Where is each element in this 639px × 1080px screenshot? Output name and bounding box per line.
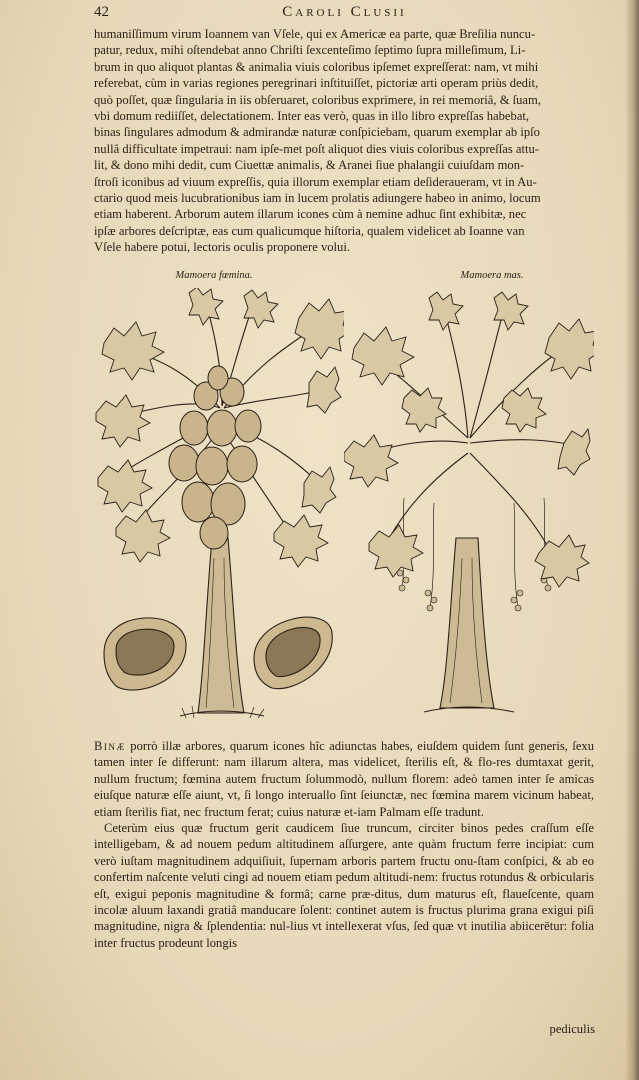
- text-line: ſtroſi iconibus ad viuum expreſſis, quia illorum exemplar etiam deſideraueram, vt in Au-: [94, 174, 537, 189]
- text-line: ipſæ arbores deſcriptæ, eas cum qualicumque hiſtoria, qualem videlicet ab Ioanne van: [94, 223, 525, 238]
- text-line: Vſele habere potui, lectoris oculis proponere volui.: [94, 240, 350, 255]
- intro-paragraph: [94, 26, 594, 256]
- caption-female-papaya: Mamoera fœmina.: [175, 270, 253, 281]
- woodcut-figures: [94, 270, 594, 730]
- lead-word: Binæ: [94, 739, 126, 753]
- body-paragraphs: [94, 738, 594, 951]
- text-line: quò poſſet, quæ ſingularia in iis obſeruaret, coloribus exprimere, in rei memoriâ, & ſuam,: [94, 92, 541, 107]
- text-line: humaniſſimum virum Ioannem van Vſele, qui ex Americæ ea parte, quæ Breſilia nuncu-: [94, 27, 536, 41]
- text-line: ctario quod meis lucubrationibus iam in lucem prolatis adiungere habeo in animo, locum: [94, 191, 541, 206]
- text-line: etiam haberent. Arborum autem illarum icones cùm à nemine adhuc ſint exhibitæ, nec: [94, 207, 527, 222]
- running-head: Caroli Clusii: [282, 4, 407, 20]
- text-line: vbi domum rediiſſet, delectationem. Inter eas verò, quas in illo libro expreſſas habebat,: [94, 109, 530, 124]
- female-papaya-tree-illustration: [94, 288, 344, 728]
- male-papaya-tree-illustration: [344, 288, 594, 728]
- text-line: nullâ difficultate impetraui: nam ipſe-met poſt aliquot dies viuis coloribus expreſſas attu-: [94, 141, 539, 156]
- text-line: patur, redux, mihi oſtendebat anno Chriſti ſexcenteſimo ſeptimo ſupra milleſimum, Li-: [94, 43, 526, 58]
- paragraph-1-text: porrò illæ arbores, quarum icones hîc adiunctas habes, eiuſdem quidem ſunt generis, ſexu tamen inter ſe differunt: nam illarum altera, mas videlicet, ſterilis eſt, & flo-res dumtaxat gerit, nullum fructum; fœmina autem fructum ſolummodò, nullum florem: adeò tamen inter ſe amicas eiuſque naturæ eſſe aiunt, vt, ſi longo interuallo ſint ſeiunctæ, nec fœmina marem vicinum habeat, etiam ſterilis fiat, nec fructum ferat; cuius naturæ et-iam Palmam eſſe tradunt.: [94, 739, 594, 819]
- text-line: referebat, cùm in varias regiones peregrinari inſtituiſſet, pictoriæ arti operam priùs dedit,: [94, 76, 539, 91]
- catchword: pediculis: [549, 1022, 595, 1036]
- paragraph-1: [94, 738, 594, 820]
- text-line: brum in quo aliquot plantas & animalia viuis coloribus ipſemet expreſſerat: nam, vt mihi: [94, 59, 539, 74]
- caption-male-papaya: Mamoera mas.: [460, 270, 524, 281]
- page-number: 42: [94, 4, 109, 20]
- paragraph-2: Ceterùm eius quæ fructum gerit caudicem ſiue truncum, circiter binos pedes craſſum eſſe intelligebam, & ad nouem pedum altitudinem aſſurgere, ante quàm fructum ferre incipiat: cum verò iuſtam magnitudinem adquiſiuit, ſupernam arboris partem fructu onu-ſtam conſpici, & ab eo confertim naſcente veluti cingi ad nouem etiam pedum altitudi-nem: fructus rotundus & orbicularis eſt, exigui peponis magnitudine & formâ; carne præ-ditus, dum maturus eſt, flaueſcente, quam incolæ aluum laxandi gratiâ manducare ſolent: continet autem is fructus plurima grana exigui piſi magnitudine, nigra & ſplendentia: nul-lius vt intellexerat vſus, ſed quæ vt inutilia abiicerētur: folia inter fructus prodeunt longis: [94, 821, 594, 950]
- text-line: lit, & dono mihi dedit, cum Ciuettæ animalis, & Aranei ſiue phalangii cuiuſdam mon-: [94, 158, 525, 173]
- text-line: binas ſingulares admodum & admirandæ naturæ conſpiciebam, quarum exemplar ab ipſo: [94, 125, 540, 140]
- page-header: [94, 4, 595, 26]
- page-gutter-shadow: [625, 0, 639, 1080]
